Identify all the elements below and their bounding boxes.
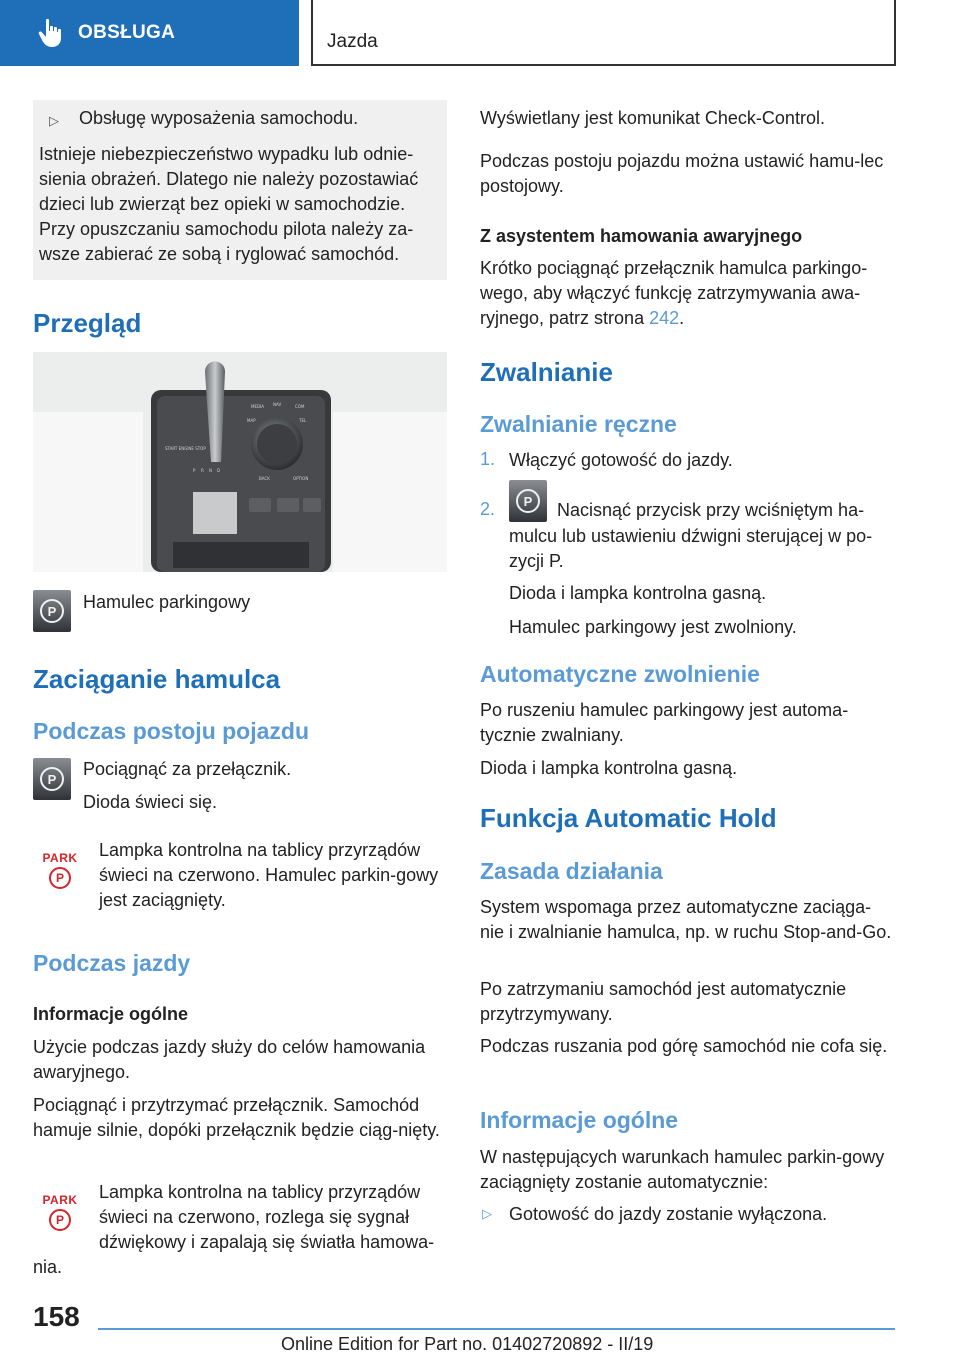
release-heading: Zwalnianie <box>480 357 613 387</box>
photo-start-label: START ENGINE STOP <box>165 446 206 451</box>
chapter-title: Jazda <box>327 31 378 52</box>
photo-gear-n: N <box>209 468 212 473</box>
parking-brake-button-icon: P <box>33 590 71 632</box>
info-heading: Informacje ogólne <box>480 1107 679 1133</box>
step-1-text: Włączyć gotowość do jazdy. <box>509 450 733 470</box>
photo-com-label: COM <box>295 404 305 409</box>
standstill-set-text: Podczas postoju pojazdu można ustawić hamu-lec postojowy. <box>480 151 884 196</box>
standstill-step1: Pociągnąć za przełącznik. <box>83 759 292 779</box>
step-2-sub1: Dioda i lampka kontrolna gasną. <box>509 583 767 603</box>
park-lamp-icon: PARK P <box>41 851 79 889</box>
section-label: OBSŁUGA <box>78 22 176 43</box>
general-heading: Informacje ogólne <box>33 1004 189 1024</box>
emergency-text <box>480 256 895 331</box>
pull-text: Pociągnąć i przytrzymać przełącznik. Samochód hamuje silnie, dopóki przełącznik będzie ciąg-nięty. <box>33 1095 440 1140</box>
general-text: Użycie podczas jazdy służy do celów hamowania awaryjnego. <box>33 1037 426 1082</box>
warning-box <box>33 100 447 280</box>
step-2-sub2: Hamulec parkingowy jest zwolniony. <box>509 617 797 637</box>
auto-release-text2: Dioda i lampka kontrolna gasną. <box>480 758 738 778</box>
parking-brake-switch-icon: P <box>33 758 71 800</box>
principle-text2: Po zatrzymaniu samochód jest automatycznie przytrzymywany. <box>480 979 847 1024</box>
warning-text: Istnieje niebezpieczeństwo wypadku lub odnie-sienia obrażeń. Dlatego nie należy pozostawiać dzieci lub zwierząt bez opieki w samochodzie. Przy opuszczaniu samochodu pilota należy za-wsze zabierać ze sobą i ryglować samochód. <box>39 144 419 264</box>
warning-bullet-row <box>39 106 439 133</box>
footer-divider <box>98 1328 895 1330</box>
driving-heading: Podczas jazdy <box>33 950 191 976</box>
parking-brake-key-icon: P <box>509 480 547 522</box>
center-console-photo <box>33 352 447 572</box>
park-lamp-icon-2: PARK P <box>41 1193 79 1231</box>
auto-release-heading: Automatyczne zwolnienie <box>480 661 760 687</box>
apply-heading: Zaciąganie hamulca <box>33 664 281 694</box>
photo-gear-d: D <box>217 468 221 473</box>
step-1-number: 1. <box>480 449 496 469</box>
photo-back-label: BACK <box>259 476 270 481</box>
edition-text: Online Edition for Part no. 01402720892 - II/19 <box>281 1334 654 1354</box>
triangle-bullet-icon: ▷ <box>49 113 59 128</box>
manual-release-heading: Zwalnianie ręczne <box>480 411 677 437</box>
photo-tel-label: TEL <box>299 418 307 423</box>
park-lamp-text: PARK <box>42 851 78 865</box>
emergency-text-body: Krótko pociągnąć przełącznik hamulca parkingo-wego, aby włączyć funkcję zatrzymywania awa-ryjnego, patrz strona <box>480 258 868 328</box>
info-bullet: Gotowość do jazdy zostanie wyłączona. <box>509 1204 828 1224</box>
parking-brake-label: Hamulec parkingowy <box>83 592 251 612</box>
hand-icon <box>38 18 64 48</box>
photo-option-label: OPTION <box>293 476 309 481</box>
principle-heading: Zasada działania <box>480 858 663 884</box>
step-2-text-rest: mulcu lub ustawieniu dźwigni sterującej w po-zycji P. <box>509 526 873 571</box>
standstill-step2: Dioda świeci się. <box>83 792 218 812</box>
standstill-icon-wrap <box>33 758 71 800</box>
info-text: W następujących warunkach hamulec parkin-gowy zaciągnięty zostanie automatycznie: <box>480 1147 885 1192</box>
auto-release-text: Po ruszeniu hamulec parkingowy jest automa-tycznie zwalniany. <box>480 700 849 745</box>
photo-nav-label: NAV <box>273 402 282 407</box>
chapter-header <box>311 0 896 66</box>
page-link[interactable]: 242 <box>649 308 680 328</box>
parking-brake-legend <box>33 590 71 632</box>
photo-map-label: MAP <box>247 418 256 423</box>
automatic-hold-heading: Funkcja Automatic Hold <box>480 803 777 833</box>
standstill-heading: Podczas postoju pojazdu <box>33 718 310 744</box>
photo-media-label: MEDIA <box>251 404 264 409</box>
photo-gear-r: R <box>201 468 204 473</box>
park-lamp-text-2: PARK <box>42 1193 78 1207</box>
section-tab[interactable] <box>0 0 299 66</box>
park-lamp-text-1: Lampka kontrolna na tablicy przyrządów świeci na czerwono. Hamulec parkin-gowy jest zaciągnięty. <box>99 840 439 910</box>
park-lamp-2-text: Lampka kontrolna na tablicy przyrządów świeci na czerwono, rozlega się sygnał dźwiękowy i zapalają się światła hamowa- <box>99 1182 435 1252</box>
warning-bullet: Obsługę wyposażenia samochodu. <box>79 108 359 128</box>
photo-gear-p: P <box>193 468 196 473</box>
step-2-icon-wrap <box>509 480 547 522</box>
center-console-illustration <box>33 352 447 572</box>
emergency-heading: Z asystentem hamowania awaryjnego <box>480 226 803 246</box>
overview-heading: Przegląd <box>33 308 142 338</box>
step-2-text-line1: Nacisnąć przycisk przy wciśniętym ha- <box>557 500 865 520</box>
cc-message: Wyświetlany jest komunikat Check-Control. <box>480 108 825 128</box>
park-lamp-2-text-end: nia. <box>33 1257 63 1277</box>
principle-text: System wspomaga przez automatyczne zaciąga-nie i zwalnianie hamulca, np. w ruchu Stop-and-Go. <box>480 897 892 942</box>
step-2-number: 2. <box>480 499 496 519</box>
principle-text3: Podczas ruszania pod górę samochód nie cofa się. <box>480 1036 888 1056</box>
page-number: 158 <box>33 1301 80 1332</box>
triangle-bullet-icon: ▷ <box>482 1206 492 1221</box>
emergency-text-end: . <box>679 308 685 328</box>
